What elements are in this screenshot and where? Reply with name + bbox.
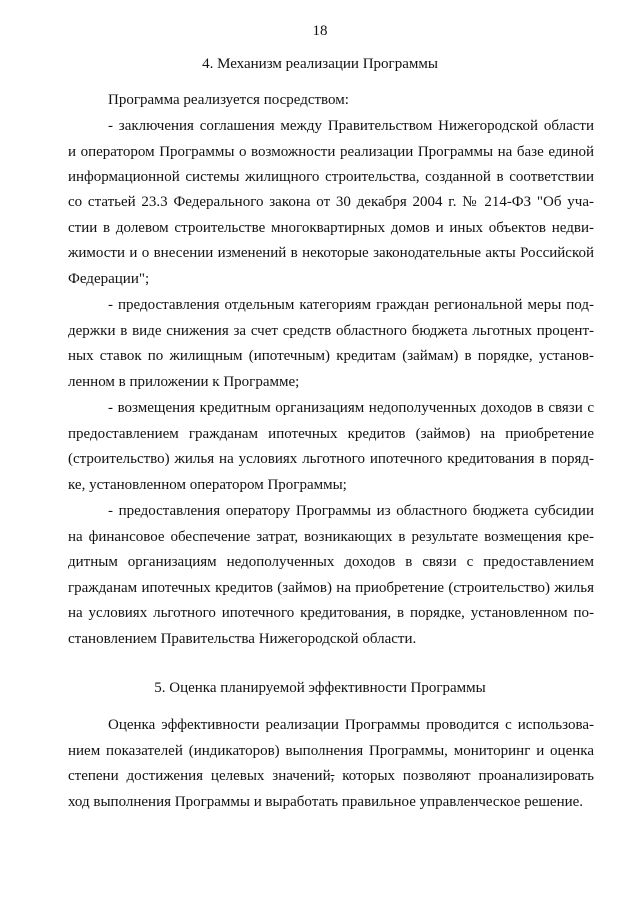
section-5-line-4: ход выполнения Программы и выработать правильное управленческое решение. (68, 794, 584, 810)
struck-comma: , (330, 768, 335, 784)
bullet-4-line-2: на финансовое обеспечение затрат, возникающих в результате возмещения кре- (68, 529, 594, 545)
bullet-2-line-3: ных ставок по жилищным (ипотечным) кредитам (займам) в порядке, установ- (68, 348, 594, 364)
bullet-2-line-4: ленном в приложении к Программе; (68, 374, 300, 390)
section-5-line-3-start: степени достижения целевых значений (68, 768, 331, 784)
bullet-3-line-4: ке, установленном оператором Программы; (68, 477, 347, 493)
section-5-line-3 (68, 767, 594, 785)
bullet-4-line-3: дитным организациям недополученных доходов в связи с предоставлением (68, 554, 594, 570)
bullet-4-line-4: гражданам ипотечных кредитов (займов) на приобретение (строительство) жилья (68, 580, 594, 596)
bullet-4-line-1: - предоставления оператору Программы из областного бюджета субсидии (108, 503, 594, 519)
bullet-3-line-1: - возмещения кредитным организациям недополученных доходов в связи с (108, 400, 594, 416)
bullet-3-line-3: (строительство) жилья на условиях льготного ипотечного кредитования в поряд- (68, 451, 594, 467)
section-5-line-2: нием показателей (индикаторов) выполнения Программы, мониторинг и оценка (68, 743, 594, 759)
bullet-4-line-6: становлением Правительства Нижегородской области. (68, 631, 417, 647)
bullet-1-line-2: и оператором Программы о возможности реализации Программы на базе единой (68, 144, 594, 160)
section-5-heading: 5. Оценка планируемой эффективности Программы (154, 680, 486, 696)
section-4-heading: 4. Механизм реализации Программы (202, 56, 438, 72)
bullet-2-line-2: держки в виде снижения за счет средств областного бюджета льготных процент- (68, 323, 594, 339)
bullet-4-line-5: на условиях льготного ипотечного кредитования, в порядке, установленном по- (68, 605, 594, 621)
bullet-1-line-1: - заключения соглашения между Правительством Нижегородской области (108, 118, 594, 134)
bullet-1-line-6: жимости и о внесении изменений в некоторые законодательные акты Российской (68, 245, 594, 261)
bullet-1-line-3: информационной системы жилищного строительства, созданной в соответствии (68, 169, 594, 185)
section-4-intro: Программа реализуется посредством: (108, 92, 349, 108)
section-5-line-1: Оценка эффективности реализации Программы проводится с использова- (108, 717, 594, 733)
bullet-2-line-1: - предоставления отдельным категориям граждан региональной меры под- (108, 297, 594, 313)
bullet-1-line-7: Федерации"; (68, 271, 150, 287)
section-5-line-3-end: которых позволяют проанализировать (334, 768, 595, 784)
bullet-1-line-5: стии в долевом строительстве многоквартирных домов и иных объектов недви- (68, 220, 594, 236)
bullet-3-line-2: предоставлением гражданам ипотечных кредитов (займов) на приобретение (68, 426, 594, 442)
bullet-1-line-4: со статьей 23.3 Федерального закона от 30 декабря 2004 г. № 214-ФЗ "Об уча- (68, 194, 594, 210)
page-number: 18 (312, 23, 328, 39)
